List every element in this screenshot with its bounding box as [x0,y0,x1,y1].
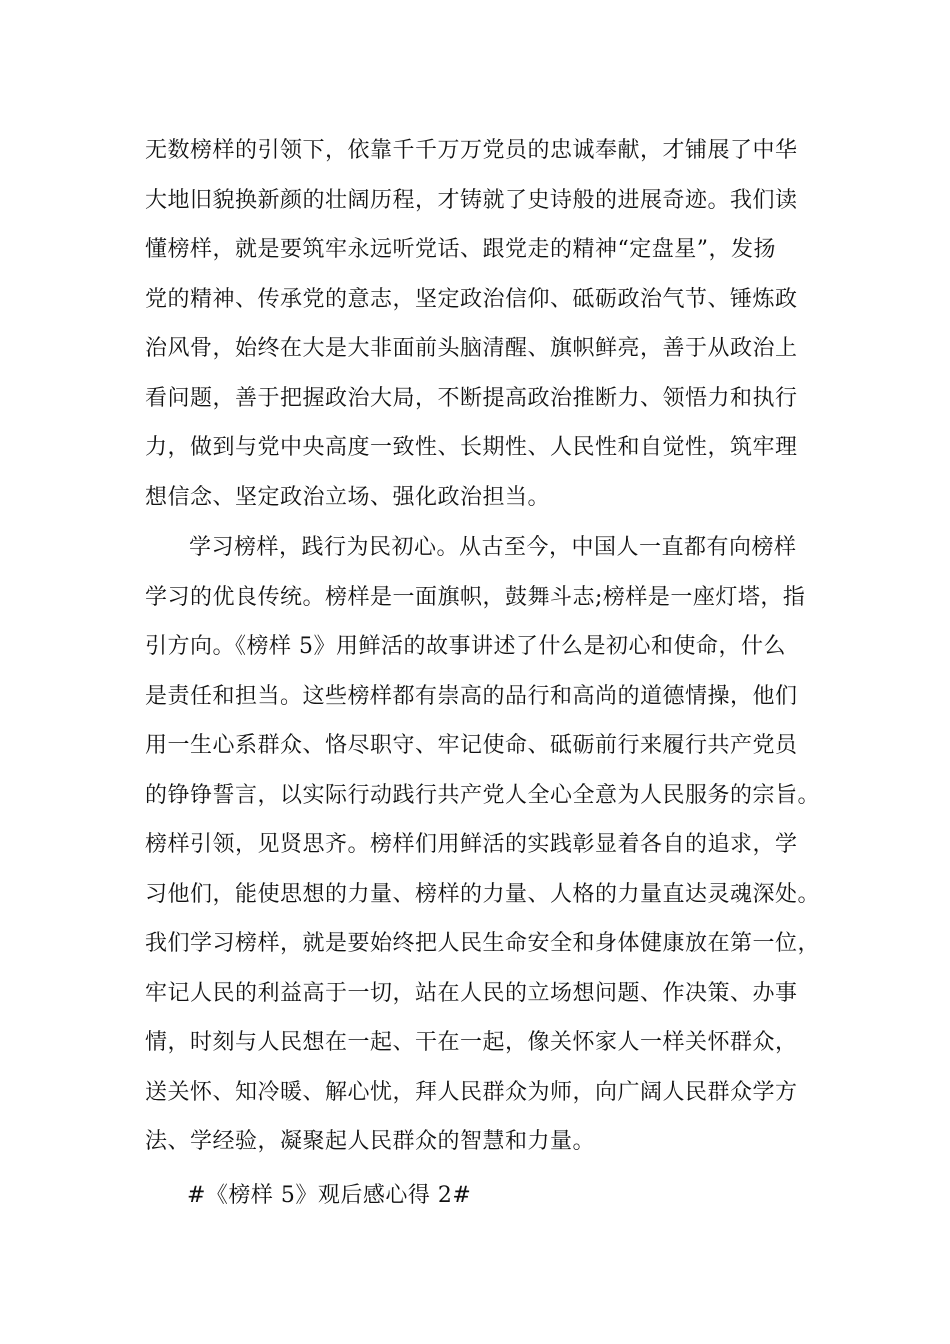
paragraph-line: 学习的优良传统。榜样是一面旗帜，鼓舞斗志;榜样是一座灯塔，指 [145,584,806,610]
paragraph-line: 榜样引领，见贤思齐。榜样们用鲜活的实践彰显着各自的追求，学 [145,832,798,857]
paragraph-line: 党的精神、传承党的意志，坚定政治信仰、砥砺政治气节、锤炼政 [145,286,798,312]
paragraph-line: 用一生心系群众、恪尽职守、牢记使命、砥砺前行来履行共产党员 [145,733,798,758]
paragraph-line: 牢记人民的利益高于一切，站在人民的立场想问题、作决策、办事 [145,980,798,1006]
paragraph-line: 送关怀、知冷暖、解心忧，拜人民群众为师，向广阔人民群众学方 [145,1079,798,1105]
paragraph-line: 力，做到与党中央高度一致性、长期性、人民性和自觉性，筑牢理 [145,435,798,460]
paragraph-line: 学习榜样，践行为民初心。从古至今，中国人一直都有向榜样 [189,535,797,560]
paragraph-line: 的铮铮誓言，以实际行动践行共产党人全心全意为人民服务的宗旨。 [145,782,821,808]
paragraph-line: 治风骨，始终在大是大非面前头脑清醒、旗帜鲜亮，善于从政治上 [145,336,798,361]
paragraph-line: 我们学习榜样，就是要始终把人民生命安全和身体健康放在第一位， [145,931,821,956]
paragraph-2 [145,523,835,1167]
paragraph-line: 引方向。《榜样 5》用鲜活的故事讲述了什么是初心和使命，什么 [145,634,786,659]
paragraph-line: 懂榜样，就是要筑牢永远听党话、跟党走的精神“定盘星”，发扬 [145,237,776,262]
paragraph-line: 大地旧貌换新颜的壮阔历程，才铸就了史诗般的进展奇迹。我们读 [145,187,798,213]
paragraph-line: 想信念、坚定政治立场、强化政治担当。 [145,484,551,510]
paragraph-line: 是责任和担当。这些榜样都有崇高的品行和高尚的道德情操，他们 [145,683,798,709]
paragraph-line: 看问题，善于把握政治大局，不断提高政治推断力、领悟力和执行 [145,385,798,411]
section-heading-2 [187,1171,877,1221]
paragraph-line: 习他们，能使思想的力量、榜样的力量、人格的力量直达灵魂深处。 [145,881,821,907]
paragraph-line: 无数榜样的引领下，依靠千千万万党员的忠诚奉献，才铺展了中华 [145,138,798,163]
section-heading-text: #《榜样 5》观后感心得 2# [187,1183,472,1208]
paragraph-line: 情，时刻与人民想在一起、干在一起，像关怀家人一样关怀群众， [145,1030,798,1055]
paragraph-line: 法、学经验，凝聚起人民群众的智慧和力量。 [145,1129,596,1154]
paragraph-1 [145,126,835,522]
